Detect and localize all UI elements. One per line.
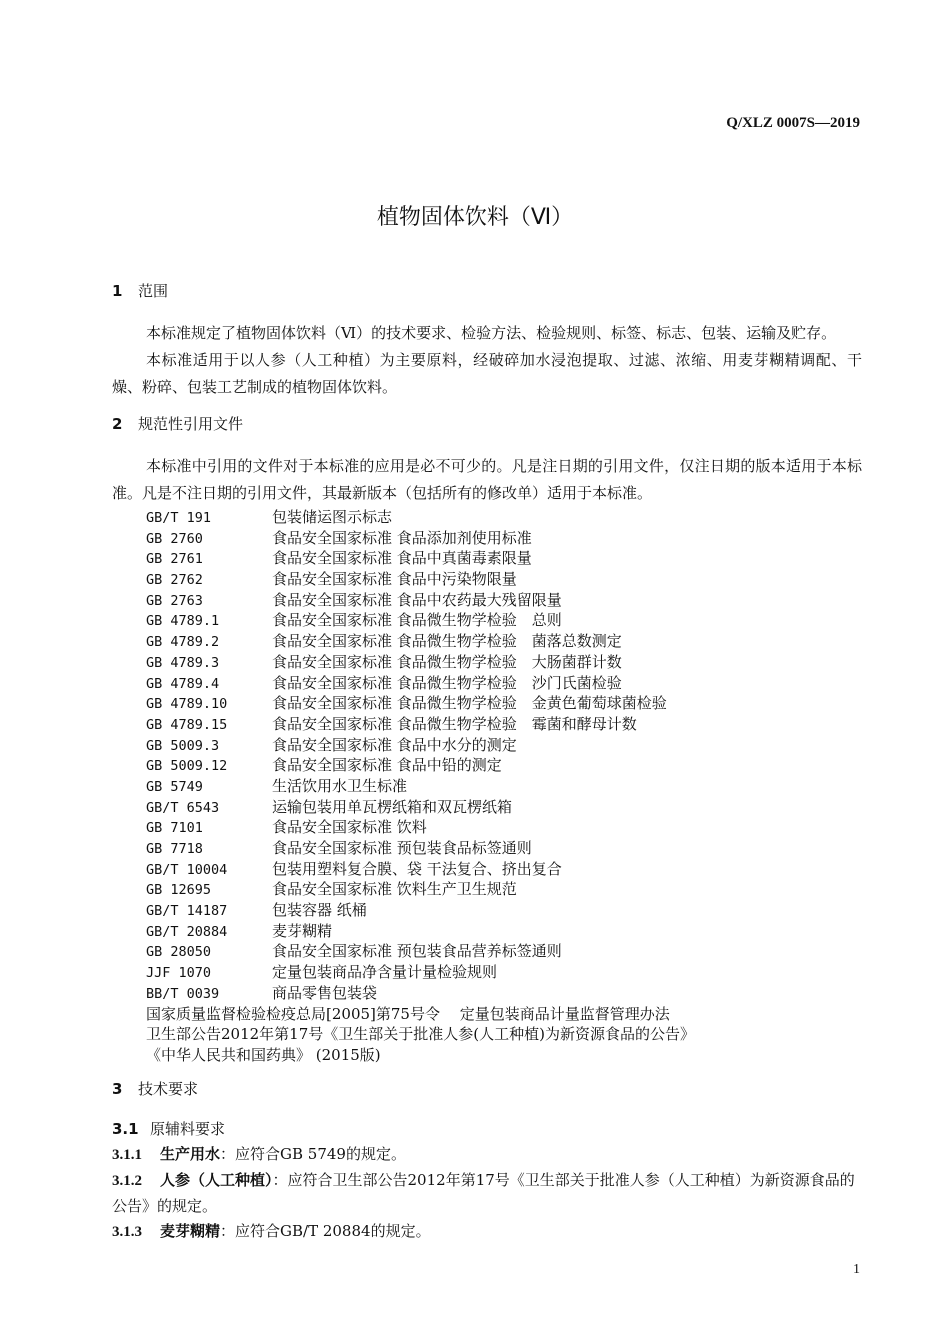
clause-number: 3.1.1 [112, 1146, 142, 1163]
reference-item [146, 714, 862, 735]
clause [112, 1142, 862, 1168]
reference-item [146, 735, 862, 756]
reference-item [146, 693, 862, 714]
reference-item [146, 921, 862, 942]
section-title: 范围 [138, 282, 169, 300]
document-title: 植物固体饮料（Ⅵ） [376, 205, 574, 230]
section-3-heading [112, 1076, 862, 1102]
reference-item [146, 941, 862, 962]
reference-title: 麦芽糊精 [272, 921, 333, 940]
clause-number: 3.1.3 [112, 1223, 142, 1240]
reference-code: GB 4789.10 [146, 696, 228, 713]
section-2-heading [112, 411, 862, 437]
subsection-title: 原辅料要求 [150, 1119, 226, 1138]
reference-code: GB/T 191 [146, 510, 212, 526]
reference-code: GB 12695 [146, 882, 212, 899]
subsection-number: 3.1 [112, 1119, 139, 1138]
reference-code: GB 2760 [146, 530, 203, 547]
reference-title: 运输包装用单瓦楞纸箱和双瓦楞纸箱 [272, 797, 513, 816]
reference-item [146, 673, 862, 694]
reference-code: GB/T 6543 [146, 799, 220, 816]
reference-title: 包装储运图示标志 [272, 508, 393, 526]
reference-title: 生活饮用水卫生标准 [272, 776, 408, 795]
reference-title: 食品安全国家标准 食品微生物学检验 菌落总数测定 [272, 632, 622, 651]
clause-label: 生产用水 [160, 1144, 221, 1163]
reference-item [146, 838, 862, 859]
reference-title: 食品安全国家标准 食品中水分的测定 [272, 735, 517, 754]
reference-code: GB 4789.2 [146, 634, 220, 651]
clause-text: ：应符合卫生部公告2012年第17号《卫生部关于批准人参（人工种植）为新资源食品的公告》的规定。 [112, 1170, 855, 1215]
document-body [112, 278, 862, 1245]
reference-code: GB 2762 [146, 572, 203, 589]
reference-title: 食品安全国家标准 食品中真菌毒素限量 [272, 549, 532, 568]
reference-code: GB 2763 [146, 592, 203, 609]
section-title: 技术要求 [138, 1079, 199, 1098]
reference-code: GB 4789.15 [146, 716, 228, 733]
reference-item [146, 590, 862, 611]
reference-title: 食品安全国家标准 食品微生物学检验 总则 [272, 611, 562, 630]
reference-list [146, 507, 862, 1066]
scope-paragraph: 本标准适用于以人参（人工种植）为主要原料，经破碎加水浸泡提取、过滤、浓缩、用麦芽糊精调配、干燥、粉碎、包装工艺制成的植物固体饮料。 [112, 351, 862, 396]
reference-title: 食品安全国家标准 食品中农药最大残留限量 [272, 590, 562, 609]
reference-title: 商品零售包装袋 [272, 983, 378, 1002]
reference-title: 食品安全国家标准 饮料生产卫生规范 [272, 880, 517, 899]
subsection-heading [112, 1116, 862, 1142]
section-number: 3 [112, 1079, 123, 1098]
reference-code: JJF 1070 [146, 965, 212, 982]
reference-item [146, 776, 862, 797]
reference-item [146, 900, 862, 921]
reference-item [146, 797, 862, 818]
reference-code: GB 7718 [146, 841, 203, 857]
reference-item [146, 569, 862, 590]
reference-title: 食品安全国家标准 预包装食品营养标签通则 [272, 942, 562, 961]
reference-item [146, 755, 862, 776]
reference-code: GB/T 14187 [146, 903, 228, 920]
reference-item [146, 548, 862, 569]
clause [112, 1219, 862, 1245]
reference-title: 定量包装商品净含量计量检验规则 [272, 963, 498, 982]
reference-code: GB 4789.4 [146, 675, 220, 692]
clause-text: ：应符合GB 5749的规定。 [220, 1144, 406, 1163]
clause [112, 1168, 862, 1219]
section-number: 2 [112, 415, 123, 433]
reference-item [146, 859, 862, 880]
scope-paragraph: 本标准规定了植物固体饮料（Ⅵ）的技术要求、检验方法、检验规则、标签、标志、包装、运输及贮存。 [146, 324, 837, 342]
reference-item [146, 983, 862, 1004]
reference-code: GB/T 10004 [146, 861, 228, 878]
reference-item [146, 652, 862, 673]
reference-code: GB 4789.3 [146, 654, 220, 671]
reference-title: 食品安全国家标准 食品中污染物限量 [272, 570, 517, 589]
reference-title: 食品安全国家标准 食品微生物学检验 金黄色葡萄球菌检验 [272, 694, 667, 713]
reference-code: GB/T 20884 [146, 923, 228, 940]
reference-code: GB 5009.12 [146, 758, 228, 775]
reference-extra: 《中华人民共和国药典》 (2015版) [146, 1045, 381, 1064]
reference-title: 包装用塑料复合膜、袋 干法复合、挤出复合 [272, 859, 562, 878]
document-code: Q/XLZ 0007S—2019 [726, 115, 860, 131]
clause-number: 3.1.2 [112, 1172, 142, 1189]
reference-title: 食品安全国家标准 食品添加剂使用标准 [272, 528, 532, 547]
reference-item [146, 962, 862, 983]
clause-label: 麦芽糊精 [160, 1221, 221, 1240]
reference-extra: 国家质量监督检验检疫总局[2005]第75号令 定量包装商品计量监督管理办法 [146, 1004, 670, 1023]
reference-item [146, 507, 862, 528]
reference-item [146, 879, 862, 900]
section-title: 规范性引用文件 [138, 415, 244, 433]
reference-code: GB 28050 [146, 944, 212, 961]
section-1-heading [112, 278, 862, 304]
references-intro: 本标准中引用的文件对于本标准的应用是必不可少的。凡是注日期的引用文件，仅注日期的版本适用于本标准。凡是不注日期的引用文件，其最新版本（包括所有的修改单）适用于本标准。 [112, 457, 862, 502]
reference-item [146, 610, 862, 631]
clause-text: ：应符合GB/T 20884的规定。 [220, 1221, 431, 1240]
reference-code: GB 5009.3 [146, 737, 220, 754]
clause-label: 人参（人工种植） [160, 1170, 273, 1189]
section-number: 1 [112, 282, 123, 300]
reference-code: BB/T 0039 [146, 985, 220, 1002]
reference-title: 食品安全国家标准 预包装食品标签通则 [272, 839, 532, 857]
reference-code: GB 5749 [146, 778, 203, 795]
reference-item [146, 528, 862, 549]
reference-code: GB 2761 [146, 551, 203, 568]
reference-title: 食品安全国家标准 饮料 [272, 818, 427, 837]
reference-item [146, 817, 862, 838]
page-number: 1 [853, 1262, 860, 1277]
reference-title: 食品安全国家标准 食品中铅的测定 [272, 756, 502, 775]
reference-code: GB 7101 [146, 820, 203, 837]
reference-code: GB 4789.1 [146, 613, 220, 630]
reference-item [146, 631, 862, 652]
reference-extra: 卫生部公告2012年第17号《卫生部关于批准人参(人工种植)为新资源食品的公告》 [146, 1025, 695, 1044]
reference-title: 包装容器 纸桶 [272, 901, 367, 920]
reference-title: 食品安全国家标准 食品微生物学检验 霉菌和酵母计数 [272, 714, 637, 733]
reference-title: 食品安全国家标准 食品微生物学检验 大肠菌群计数 [272, 652, 622, 671]
reference-title: 食品安全国家标准 食品微生物学检验 沙门氏菌检验 [272, 673, 622, 692]
